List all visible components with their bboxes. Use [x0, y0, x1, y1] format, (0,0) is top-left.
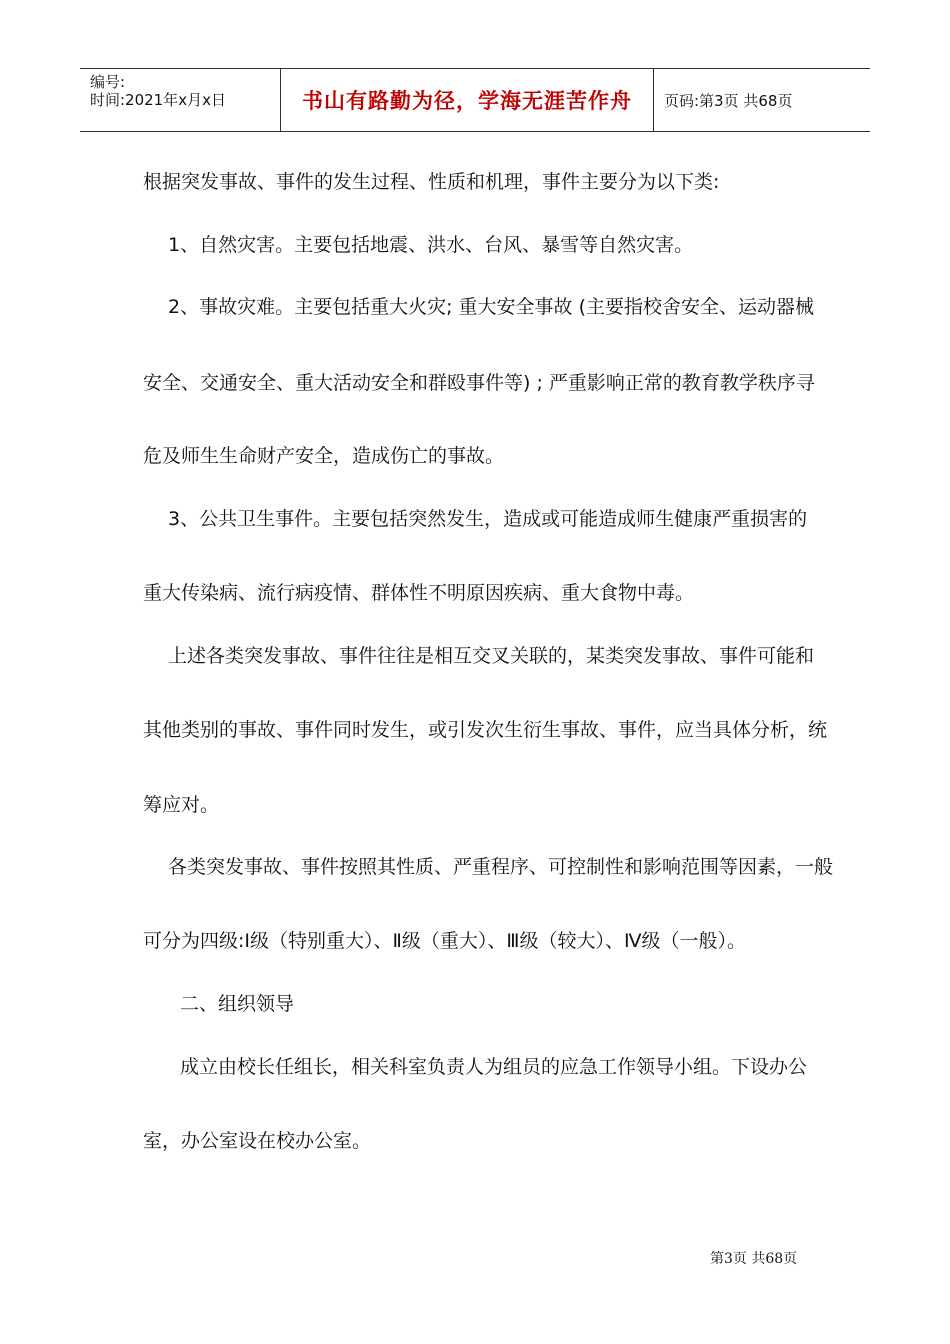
body-line: 安全、交通安全、重大活动安全和群殴事件等) ; 严重影响正常的教育教学秩序寻 [143, 372, 815, 394]
body-line: 筹应对。 [143, 794, 220, 816]
body-line: 重大传染病、流行病疫情、群体性不明原因疾病、重大食物中毒。 [143, 582, 695, 604]
body-line: 危及师生生命财产安全，造成伤亡的事故。 [143, 445, 505, 467]
header-motto: 书山有路勤为径，学海无涯苦作舟 [302, 88, 632, 113]
body-line: 室，办公室设在校办公室。 [143, 1130, 372, 1152]
page-header [80, 68, 870, 132]
document-number: 编号: [90, 73, 126, 91]
body-line: 3、公共卫生事件。主要包括突然发生，造成或可能造成师生健康严重损害的 [168, 508, 808, 530]
body-line: 2、事故灾难。主要包括重大火灾; 重大安全事故 (主要指校舍安全、运动器械 [168, 296, 814, 318]
header-meta [80, 69, 281, 131]
page-footer: 第3页 共68页 [710, 1251, 798, 1267]
body-line: 上述各类突发事故、事件往往是相互交叉关联的，某类突发事故、事件可能和 [168, 645, 815, 667]
body-line: 各类突发事故、事件按照其性质、严重程序、可控制性和影响范围等因素，一般 [168, 856, 834, 878]
header-motto-cell [281, 69, 654, 131]
body-line: 成立由校长任组长，相关科室负责人为组员的应急工作领导小组。下设办公 [180, 1056, 808, 1078]
body-line: 1、自然灾害。主要包括地震、洪水、台风、暴雪等自然灾害。 [168, 234, 694, 256]
header-page-cell [654, 69, 870, 131]
document-date: 时间:2021年x月x日 [90, 91, 226, 109]
body-line: 其他类别的事故、事件同时发生，或引发次生衍生事故、事件，应当具体分析，统 [143, 719, 828, 741]
body-line: 可分为四级:Ⅰ级（特别重大）、Ⅱ级（重大）、Ⅲ级（较大）、Ⅳ级（一般）。 [143, 930, 746, 952]
header-page-number: 页码:第3页 共68页 [664, 91, 793, 110]
body-line: 根据突发事故、事件的发生过程、性质和机理，事件主要分为以下类: [143, 171, 720, 193]
section-heading: 二、组织领导 [180, 993, 295, 1015]
